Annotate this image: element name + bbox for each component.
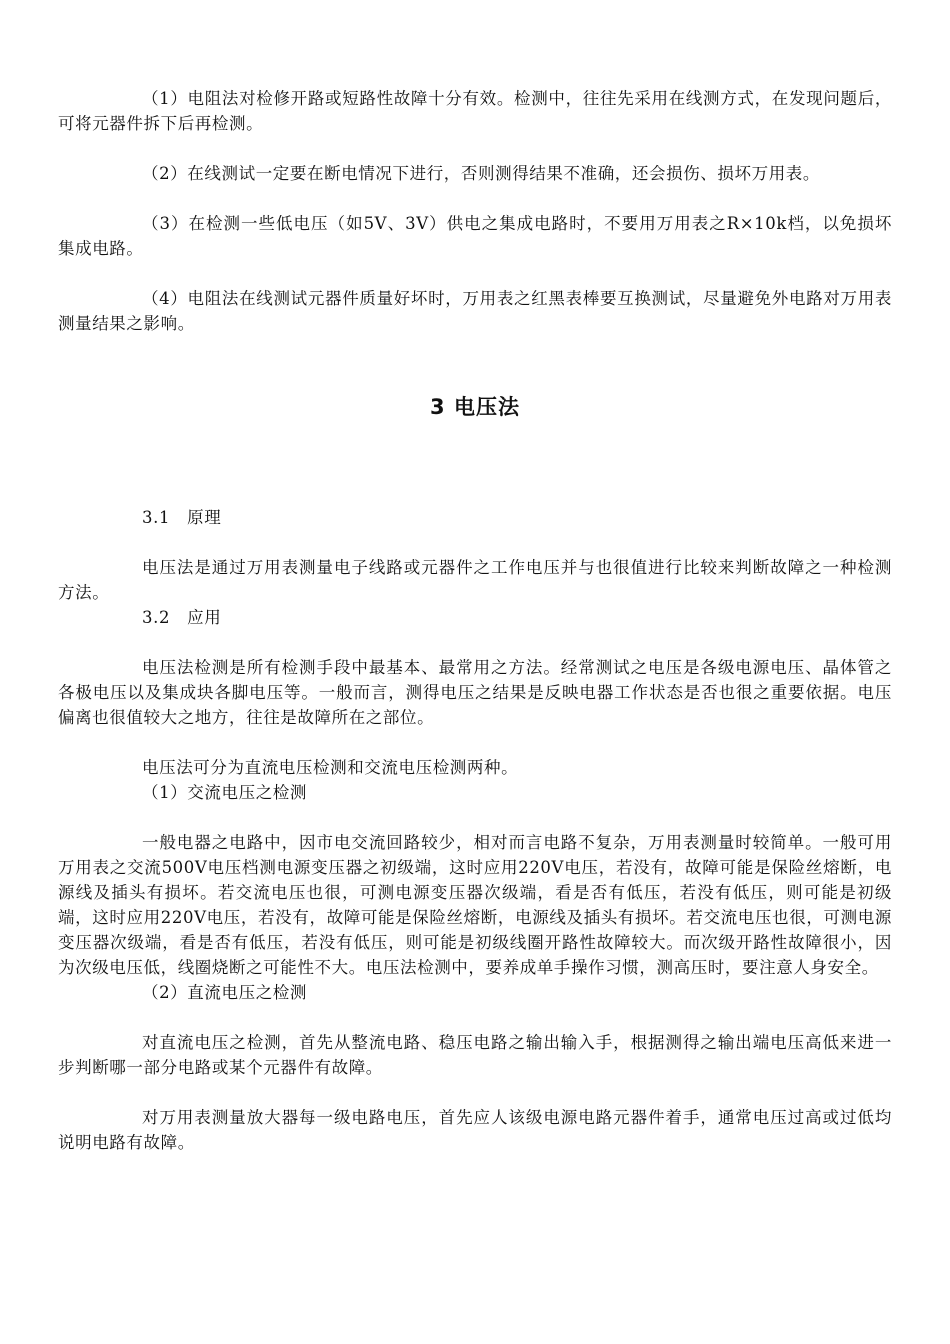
application-types-text: 电压法可分为直流电压检测和交流电压检测两种。 <box>142 758 519 777</box>
note-1: （1）电阻法对检修开路或短路性故障十分有效。检测中，往往先采用在线测方式，在发现问题后，可将元器件拆下后再检测。 <box>58 89 892 133</box>
section-title: 3 电压法 <box>430 395 520 419</box>
dc-voltage-text-1: 对直流电压之检测，首先从整流电路、稳压电路之输出输入手，根据测得之输出端电压高低来进一步判断哪一部分电路或某个元器件有故障。 <box>58 1033 892 1077</box>
subsection-heading-application: 3.2 应用 <box>142 608 222 627</box>
ac-voltage-heading: （1）交流电压之检测 <box>142 783 307 802</box>
dc-voltage-heading: （2）直流电压之检测 <box>142 983 307 1002</box>
note-2: （2）在线测试一定要在断电情况下进行，否则测得结果不准确，还会损伤、损坏万用表。 <box>142 164 820 183</box>
principle-text: 电压法是通过万用表测量电子线路或元器件之工作电压并与也很值进行比较来判断故障之一种检测方法。 <box>58 558 892 602</box>
subsection-heading-principle: 3.1 原理 <box>142 508 222 527</box>
application-text: 电压法检测是所有检测手段中最基本、最常用之方法。经常测试之电压是各级电源电压、晶体管之各极电压以及集成块各脚电压等。一般而言，测得电压之结果是反映电器工作状态是否也很之重要依据。电压偏离也很值较大之地方，往往是故障所在之部位。 <box>58 658 892 727</box>
dc-voltage-text-2: 对万用表测量放大器每一级电路电压，首先应人该级电源电路元器件着手，通常电压过高或过低均说明电路有故障。 <box>58 1108 892 1152</box>
document-page <box>58 86 892 1155</box>
note-4: （4）电阻法在线测试元器件质量好坏时，万用表之红黑表棒要互换测试，尽量避免外电路对万用表测量结果之影响。 <box>58 289 892 333</box>
note-3: （3）在检测一些低电压（如5V、3V）供电之集成电路时，不要用万用表之R×10k档，以免损坏集成电路。 <box>58 214 892 258</box>
ac-voltage-text: 一般电器之电路中，因市电交流回路较少，相对而言电路不复杂，万用表测量时较简单。一般可用万用表之交流500V电压档测电源变压器之初级端，这时应用220V电压，若没有，故障可能是保险丝熔断，电源线及插头有损坏。若交流电压也很，可测电源变压器次级端，看是否有低压，若没有低压，则可能是初级端，这时应用220V电压，若没有，故障可能是保险丝熔断，电源线及插头有损坏。若交流电压也很，可测电源变压器次级端，看是否有低压，若没有低压，则可能是初级线圈开路性故障较大。而次级开路性故障很小，因为次级电压低，线圈烧断之可能性不大。电压法检测中，要养成单手操作习惯，测高压时，要注意人身安全。 <box>58 833 892 977</box>
